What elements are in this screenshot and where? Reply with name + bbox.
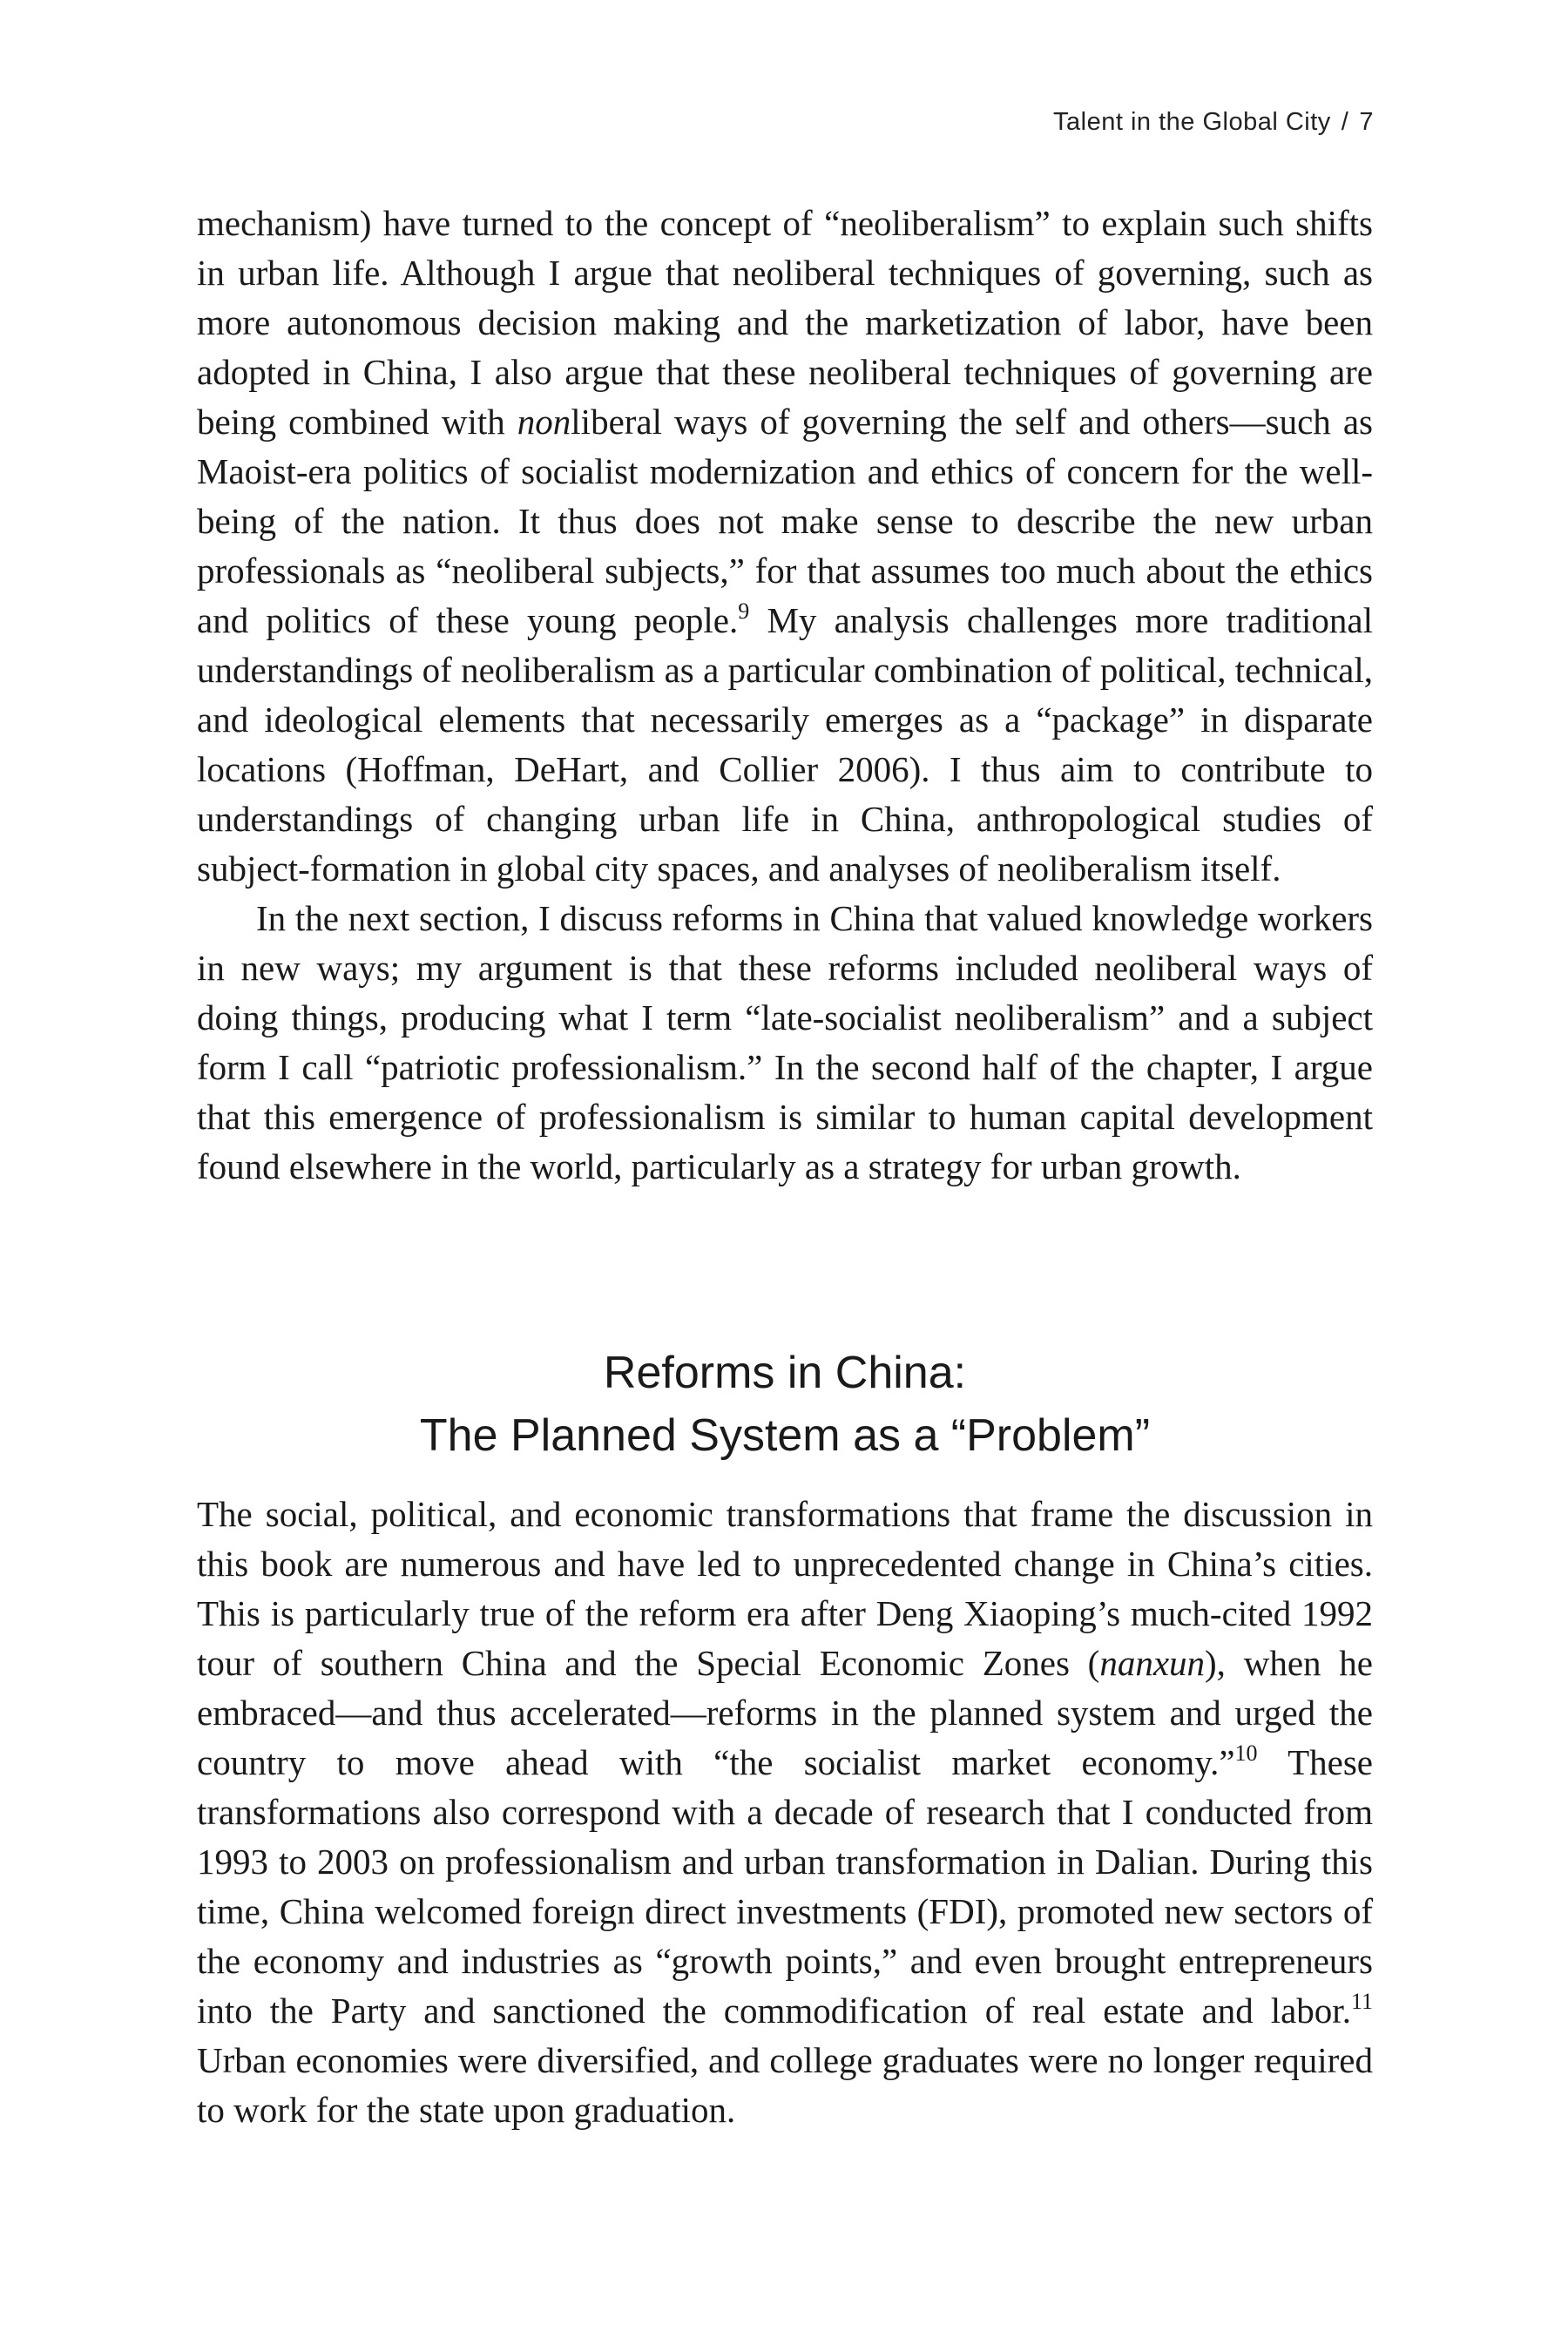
paragraph bbox=[197, 199, 1373, 894]
text-segment: The social, political, and economic transformations that frame the discussion in this book are numerous and have led to unprecedented change in China’s cities. This is particularly true of the reform era after Deng Xiaoping’s much-cited 1992 tour of southern China and the Special Economic Zones ( bbox=[197, 1494, 1373, 1683]
page-number: 7 bbox=[1359, 108, 1374, 136]
body-text-bottom bbox=[197, 1490, 1373, 2135]
text-segment: Urban economies were diversified, and college graduates were no longer required to work for the state upon graduation. bbox=[197, 2040, 1373, 2130]
section-heading bbox=[197, 1342, 1373, 1467]
running-head-separator: / bbox=[1341, 108, 1349, 136]
body-text-top bbox=[197, 199, 1373, 1192]
footnote-reference: 9 bbox=[738, 598, 750, 624]
text-segment: In the next section, I discuss reforms in China that valued knowledge workers in new ways; my argument is that these reforms included neoliberal ways of doing things, producing what I term “late-socialist neoliberalism” and a subject form I call “patriotic professionalism.” In the second half of the chapter, I argue that this emergence of professionalism is similar to human capital development found elsewhere in the world, particularly as a strategy for urban growth. bbox=[197, 898, 1373, 1186]
section-heading-line-1: Reforms in China: bbox=[603, 1348, 967, 1398]
running-head-title: Talent in the Global City bbox=[1053, 108, 1331, 136]
italic-text: nanxun bbox=[1099, 1643, 1206, 1683]
footnote-reference: 10 bbox=[1234, 1740, 1258, 1766]
paragraph bbox=[197, 894, 1373, 1192]
section-heading-line-2: The Planned System as a “Problem” bbox=[419, 1410, 1151, 1461]
text-segment: These transformations also correspond with a decade of research that I conducted from 1993 to 2003 on professionalism and urban transformation in Dalian. During this time, China welcomed foreign direct investments (FDI), promoted new sectors of the economy and industries as “growth points,” and even brought entrepreneurs into the Party and sanctioned the commodification of real estate and labor. bbox=[197, 1742, 1373, 2031]
paragraph bbox=[197, 1490, 1373, 2135]
text-segment: liberal ways of governing the self and others—such as Maoist-era politics of socialist modernization and ethics of concern for the well-being of the nation. It thus does not make sense to describe the new urban professionals as “neoliberal subjects,” for that assumes too much about the ethics and politics of these young people. bbox=[197, 402, 1373, 640]
text-segment: My analysis challenges more traditional understandings of neoliberalism as a particular combination of political, technical, and ideological elements that necessarily emerges as a “package” in disparate locations (Hoffman, DeHart, and Collier 2006). I thus aim to contribute to understandings of changing urban life in China, anthropological studies of subject-formation in global city spaces, and analyses of neoliberalism itself. bbox=[197, 600, 1373, 889]
italic-text: non bbox=[517, 402, 571, 442]
text-segment: mechanism) have turned to the concept of “neoliberalism” to explain such shifts in urban life. Although I argue that neoliberal techniques of governing, such as more autonomous decision making and the marketization of labor, have been adopted in China, I also argue that these neoliberal techniques of governing are being combined with bbox=[197, 203, 1373, 442]
text-segment: ), when he embraced—and thus accelerated—reforms in the planned system and urged the country to move ahead with “the socialist market economy.” bbox=[197, 1643, 1373, 1782]
footnote-reference: 11 bbox=[1350, 1989, 1373, 2014]
running-head bbox=[1053, 108, 1374, 137]
